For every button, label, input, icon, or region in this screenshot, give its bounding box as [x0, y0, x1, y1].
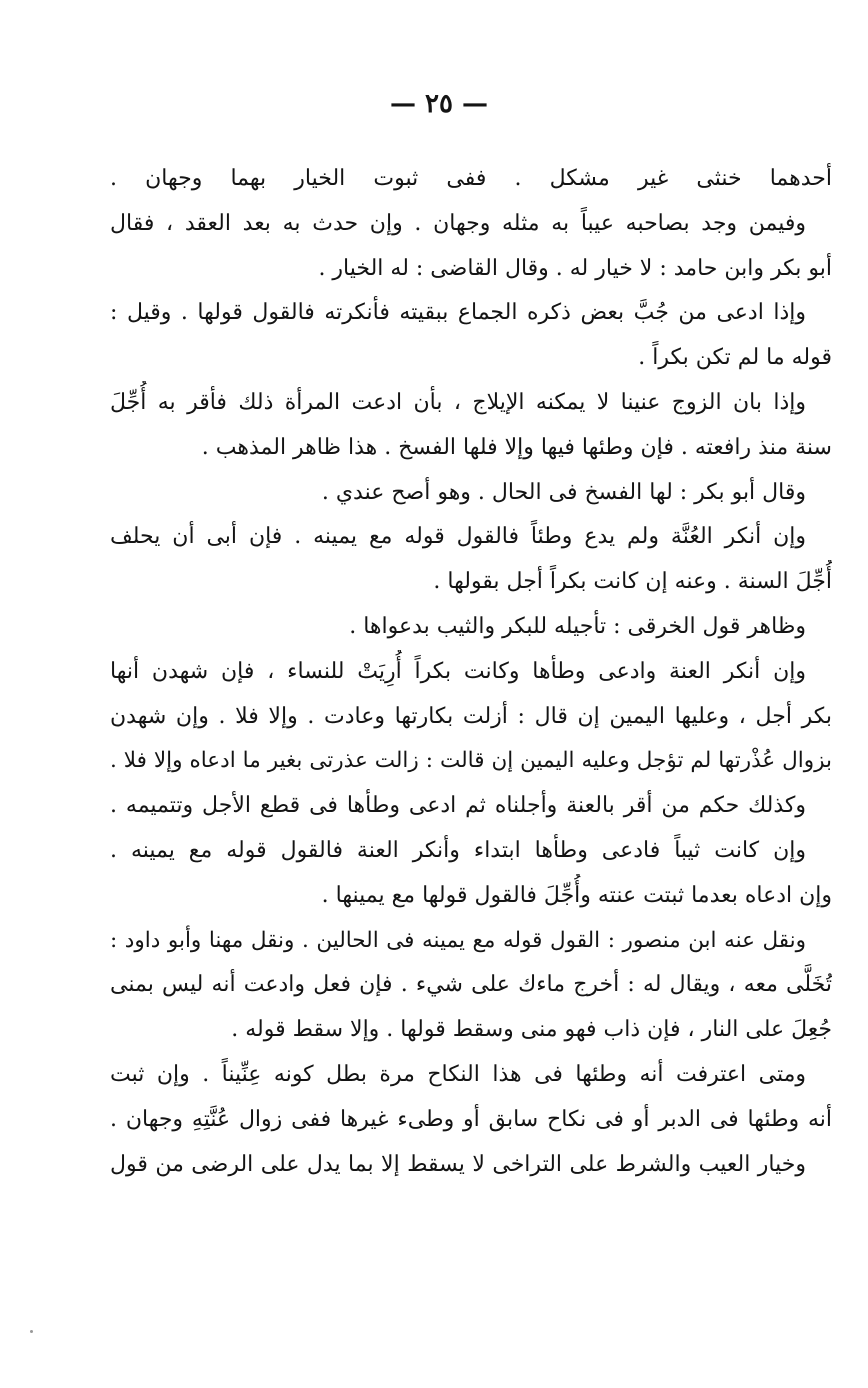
text-body — [110, 157, 832, 1187]
text-line: جُعِلَ على النار ، فإن ذاب فهو منى وسقط قولها . وإلا سقط قوله . — [231, 1017, 832, 1043]
text-line: أبو بكر وابن حامد : لا خيار له . وقال القاضى : له الخيار . — [318, 255, 832, 281]
text-line: وقال أبو بكر : لها الفسخ فى الحال . وهو أصح عندي . — [321, 479, 806, 505]
text-line: وإن ادعاه بعدما ثبتت عنته وأُجِّلَ فالقول قولها مع يمينها . — [321, 882, 832, 908]
text-line: أحدهما خنثى غير مشكل . ففى ثبوت الخيار بهما وجهان . — [110, 166, 832, 191]
text-line: تُخَلَّى معه ، ويقال له : أخرج ماءك على شيء . فإن فعل وادعت أنه ليس بمنى — [110, 972, 832, 998]
text-line: وفيمن وجد بصاحبه عيباً به مثله وجهان . وإن حدث به بعد العقد ، فقال — [110, 210, 806, 236]
text-line: وإن أنكر العنة وادعى وطأها وكانت بكراً أُرِيَتْ للنساء ، فإن شهدن أنها — [110, 658, 806, 684]
text-line: وإذا بان الزوج عنينا لا يمكنه الإيلاج ، بأن ادعت المرأة ذلك فأقر به أُجِّلَ — [110, 389, 806, 415]
scan-speck — [30, 1330, 33, 1333]
text-line: أنه وطئها فى الدبر أو فى نكاح سابق أو وطىء غيرها ففى زوال عُنَّتِهِ وجهان . — [110, 1106, 832, 1132]
text-line: ونقل عنه ابن منصور : القول قوله مع يمينه فى الحالين . ونقل مهنا وأبو داود : — [110, 927, 806, 953]
page-number: — ٢٥ — — [389, 89, 489, 119]
text-line: بكر أجل ، وعليها اليمين إن قال : أزلت بكارتها وعادت . وإلا فلا . وإن شهدن — [110, 703, 832, 729]
text-line: وخيار العيب والشرط على التراخى لا يسقط إلا بما يدل على الرضى من قول — [110, 1151, 806, 1177]
text-line: قوله ما لم تكن بكراً . — [638, 345, 832, 371]
text-line: أُجِّلَ السنة . وعنه إن كانت بكراً أجل بقولها . — [433, 569, 832, 595]
text-line: سنة منذ رافعته . فإن وطئها فيها وإلا فلها الفسخ . هذا ظاهر المذهب . — [201, 434, 832, 460]
text-line: وإن أنكر العُنَّة ولم يدع وطئاً فالقول قوله مع يمينه . فإن أبى أن يحلف — [110, 524, 806, 550]
text-line: وإذا ادعى من جُبَّ بعض ذكره الجماع ببقيته فأنكرته فالقول قولها . وقيل : — [110, 300, 806, 326]
text-line: وكذلك حكم من أقر بالعنة وأجلناه ثم ادعى وطأها فى قطع الأجل وتتميمه . — [110, 793, 806, 819]
text-line: ومتى اعترفت أنه وطئها فى هذا النكاح مرة بطل كونه عِنِّيناً . وإن ثبت — [110, 1061, 806, 1087]
text-line: بزوال عُذْرتها لم تؤجل وعليه اليمين إن قالت : زالت عذرتى بغير ما ادعاه وإلا فلا . — [110, 748, 832, 774]
text-line: وظاهر قول الخرقى : تأجيله للبكر والثيب بدعواها . — [349, 613, 806, 639]
text-line: وإن كانت ثيباً فادعى وطأها ابتداء وأنكر العنة فالقول قوله مع يمينه . — [110, 837, 806, 863]
